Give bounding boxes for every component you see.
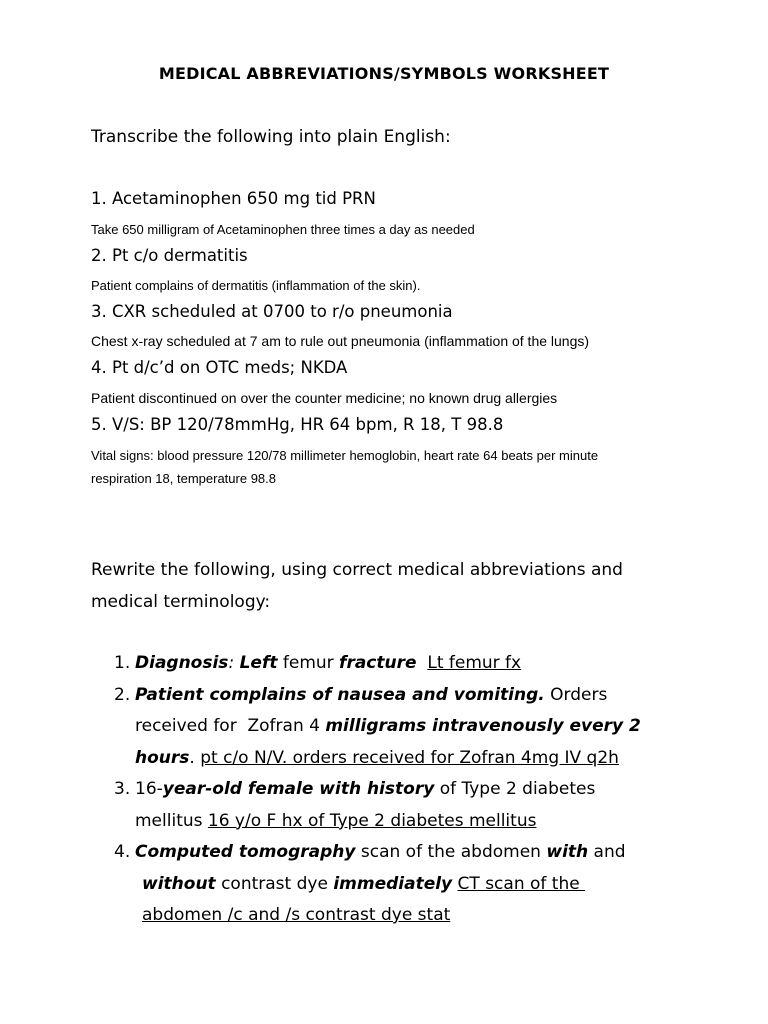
rewrite-item-4-line2 bbox=[114, 869, 674, 901]
rewrite-instruction-line1: Rewrite the following, using correct medical abbreviations and bbox=[91, 560, 623, 580]
rewrite-item-2-text-b: Orders bbox=[544, 684, 608, 705]
rewrite-item-4-text-b: scan of the abdomen bbox=[355, 842, 547, 862]
rewrite-item-4-line3 bbox=[114, 900, 674, 932]
rewrite-list bbox=[114, 648, 674, 932]
transcribe-question-5: 5. V/S: BP 120/78mmHg, HR 64 bpm, R 18, T 98.8 bbox=[91, 415, 504, 434]
rewrite-item-2-text-e: hours bbox=[135, 747, 190, 768]
transcribe-question-3: 3. CXR scheduled at 0700 to r/o pneumonia bbox=[91, 302, 453, 321]
rewrite-item-1-text-b: : bbox=[228, 653, 240, 673]
transcribe-answer-5-line2: respiration 18, temperature 98.8 bbox=[91, 471, 276, 486]
rewrite-item-2-line2 bbox=[114, 711, 674, 743]
rewrite-item-2-line3 bbox=[114, 743, 674, 775]
page-title: MEDICAL ABBREVIATIONS/SYMBOLS WORKSHEET bbox=[158, 64, 610, 83]
rewrite-item-1-number: 1. bbox=[114, 653, 131, 673]
rewrite-item-4-line1 bbox=[114, 837, 674, 869]
rewrite-item-2-line1 bbox=[114, 680, 674, 712]
rewrite-instruction-line2: medical terminology: bbox=[91, 592, 271, 612]
rewrite-item-4-text-f: contrast dye bbox=[215, 873, 334, 894]
rewrite-item-4-text-g: immediately bbox=[333, 873, 453, 894]
transcribe-question-4: 4. Pt d/c’d on OTC meds; NKDA bbox=[91, 358, 348, 377]
rewrite-item-1 bbox=[114, 648, 674, 680]
transcribe-answer-4: Patient discontinued on over the counter medicine; no known drug allergies bbox=[91, 390, 558, 406]
rewrite-item-4-text-d: and bbox=[588, 842, 626, 862]
rewrite-item-4-number: 4. bbox=[114, 842, 131, 862]
transcribe-answer-2: Patient complains of dermatitis (inflammation of the skin). bbox=[91, 278, 421, 293]
rewrite-item-3-text-d: mellitus bbox=[135, 810, 208, 831]
rewrite-item-4-answer-part2: abdomen /c and /s contrast dye stat bbox=[142, 905, 451, 925]
rewrite-item-1-answer: Lt femur fx bbox=[427, 653, 522, 673]
rewrite-item-2-text-a: Patient complains of nausea and vomiting. bbox=[135, 684, 545, 705]
transcribe-answer-3: Chest x-ray scheduled at 7 am to rule out pneumonia (inflammation of the lungs) bbox=[91, 333, 590, 349]
rewrite-item-4-text-a: Computed tomography bbox=[135, 842, 356, 862]
rewrite-item-4-text-c: with bbox=[546, 842, 589, 862]
transcribe-question-2: 2. Pt c/o dermatitis bbox=[91, 246, 248, 265]
rewrite-item-2-number: 2. bbox=[114, 684, 131, 705]
rewrite-item-4-answer-part1: CT scan of the bbox=[457, 873, 586, 894]
rewrite-item-3-answer: 16 y/o F hx of Type 2 diabetes mellitus bbox=[207, 810, 537, 831]
rewrite-item-2-text-d: milligrams intravenously every 2 bbox=[325, 716, 641, 736]
transcribe-instruction: Transcribe the following into plain English: bbox=[91, 127, 451, 147]
rewrite-item-1-text-f bbox=[417, 653, 428, 673]
transcribe-question-1: 1. Acetaminophen 650 mg tid PRN bbox=[91, 189, 376, 208]
rewrite-item-2-answer: pt c/o N/V. orders received for Zofran 4mg IV q2h bbox=[200, 747, 619, 768]
rewrite-item-3-text-c: of Type 2 diabetes bbox=[434, 779, 596, 799]
rewrite-item-3-text-a: 16- bbox=[135, 779, 163, 799]
rewrite-item-4-text-e: without bbox=[142, 873, 216, 894]
rewrite-item-1-text-a: Diagnosis bbox=[135, 653, 229, 673]
rewrite-item-1-text-d: femur bbox=[277, 653, 340, 673]
rewrite-item-3-number: 3. bbox=[114, 779, 131, 799]
rewrite-item-3-line2 bbox=[114, 806, 674, 838]
rewrite-item-3-text-b: year-old female with history bbox=[162, 779, 435, 799]
rewrite-item-1-text-e: fracture bbox=[339, 653, 417, 673]
transcribe-answer-1: Take 650 milligram of Acetaminophen three times a day as needed bbox=[91, 222, 475, 237]
rewrite-item-1-text-c: Left bbox=[239, 653, 278, 673]
rewrite-item-2-text-f: . bbox=[189, 747, 201, 768]
rewrite-item-3-line1 bbox=[114, 774, 674, 806]
transcribe-answer-5-line1: Vital signs: blood pressure 120/78 millimeter hemoglobin, heart rate 64 beats per minute bbox=[91, 448, 599, 463]
rewrite-item-2-text-c: received for Zofran 4 bbox=[135, 716, 326, 736]
